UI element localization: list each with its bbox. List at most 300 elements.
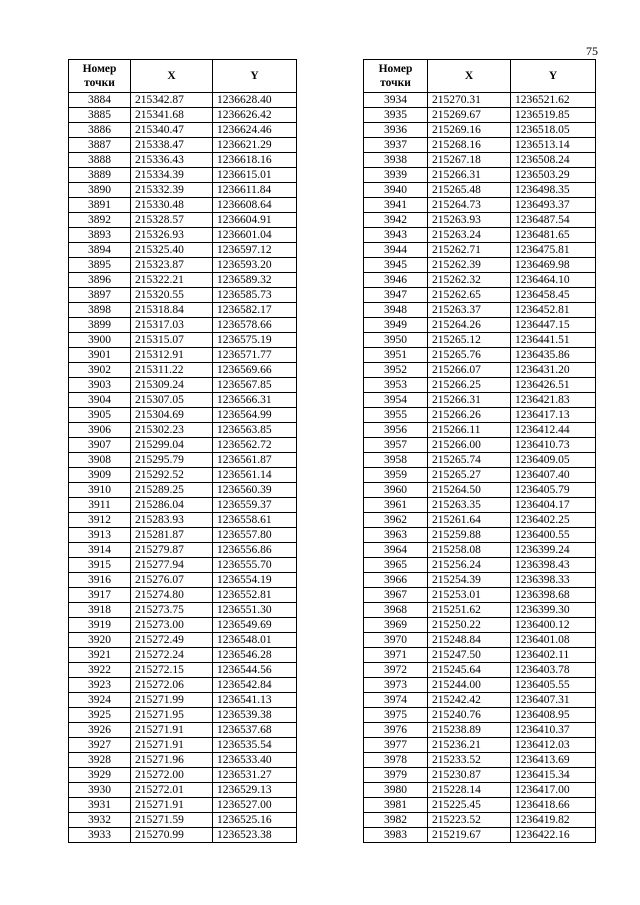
header-y: Y xyxy=(213,60,297,93)
x-cell: 215276.07 xyxy=(131,573,213,588)
x-cell: 215247.50 xyxy=(428,648,511,663)
point-number-cell: 3901 xyxy=(69,348,131,363)
y-cell: 1236549.69 xyxy=(213,618,297,633)
point-number-cell: 3892 xyxy=(69,213,131,228)
x-cell: 215340.47 xyxy=(131,123,213,138)
y-cell: 1236552.81 xyxy=(213,588,297,603)
y-cell: 1236537.68 xyxy=(213,723,297,738)
y-cell: 1236559.37 xyxy=(213,498,297,513)
x-cell: 215251.62 xyxy=(428,603,511,618)
y-cell: 1236435.86 xyxy=(511,348,596,363)
y-cell: 1236546.28 xyxy=(213,648,297,663)
point-number-cell: 3918 xyxy=(69,603,131,618)
x-cell: 215270.31 xyxy=(428,93,511,108)
table-row xyxy=(69,228,297,243)
x-cell: 215265.12 xyxy=(428,333,511,348)
point-number-cell: 3900 xyxy=(69,333,131,348)
y-cell: 1236567.85 xyxy=(213,378,297,393)
x-cell: 215271.96 xyxy=(131,753,213,768)
y-cell: 1236409.05 xyxy=(511,453,596,468)
y-cell: 1236498.35 xyxy=(511,183,596,198)
table-row xyxy=(69,678,297,693)
x-cell: 215274.80 xyxy=(131,588,213,603)
x-cell: 215326.93 xyxy=(131,228,213,243)
point-number-cell: 3907 xyxy=(69,438,131,453)
x-cell: 215336.43 xyxy=(131,153,213,168)
x-cell: 215328.57 xyxy=(131,213,213,228)
table-row xyxy=(364,573,596,588)
y-cell: 1236564.99 xyxy=(213,408,297,423)
x-cell: 215312.91 xyxy=(131,348,213,363)
table-row xyxy=(69,318,297,333)
y-cell: 1236415.34 xyxy=(511,768,596,783)
point-number-cell: 3961 xyxy=(364,498,428,513)
table-row xyxy=(364,558,596,573)
point-number-cell: 3960 xyxy=(364,483,428,498)
point-number-cell: 3978 xyxy=(364,753,428,768)
x-cell: 215309.24 xyxy=(131,378,213,393)
point-number-cell: 3885 xyxy=(69,108,131,123)
x-cell: 215273.75 xyxy=(131,603,213,618)
header-point-line1: Номер xyxy=(82,63,117,75)
table-row xyxy=(69,303,297,318)
point-number-cell: 3977 xyxy=(364,738,428,753)
y-cell: 1236398.43 xyxy=(511,558,596,573)
x-cell: 215236.21 xyxy=(428,738,511,753)
header-point-line2: точки xyxy=(380,77,411,89)
x-cell: 215240.76 xyxy=(428,708,511,723)
x-cell: 215271.99 xyxy=(131,693,213,708)
y-cell: 1236469.98 xyxy=(511,258,596,273)
point-number-cell: 3899 xyxy=(69,318,131,333)
table-header-row xyxy=(69,60,297,93)
point-number-cell: 3971 xyxy=(364,648,428,663)
y-cell: 1236556.86 xyxy=(213,543,297,558)
x-cell: 215248.84 xyxy=(428,633,511,648)
table-row xyxy=(69,378,297,393)
y-cell: 1236597.12 xyxy=(213,243,297,258)
table-row xyxy=(69,438,297,453)
point-number-cell: 3945 xyxy=(364,258,428,273)
point-number-cell: 3979 xyxy=(364,768,428,783)
y-cell: 1236405.79 xyxy=(511,483,596,498)
x-cell: 215341.68 xyxy=(131,108,213,123)
table-row xyxy=(364,723,596,738)
x-cell: 215265.48 xyxy=(428,183,511,198)
point-number-cell: 3933 xyxy=(69,828,131,843)
table-row xyxy=(364,693,596,708)
y-cell: 1236589.32 xyxy=(213,273,297,288)
y-cell: 1236402.11 xyxy=(511,648,596,663)
x-cell: 215266.07 xyxy=(428,363,511,378)
table-row xyxy=(364,768,596,783)
point-number-cell: 3951 xyxy=(364,348,428,363)
table-row xyxy=(69,363,297,378)
x-cell: 215334.39 xyxy=(131,168,213,183)
table-row xyxy=(364,468,596,483)
table-row xyxy=(364,378,596,393)
y-cell: 1236626.42 xyxy=(213,108,297,123)
table-row xyxy=(69,333,297,348)
x-cell: 215283.93 xyxy=(131,513,213,528)
table-row xyxy=(69,348,297,363)
point-number-cell: 3947 xyxy=(364,288,428,303)
table-row xyxy=(364,228,596,243)
table-row xyxy=(69,648,297,663)
table-row xyxy=(69,108,297,123)
y-cell: 1236529.13 xyxy=(213,783,297,798)
y-cell: 1236400.12 xyxy=(511,618,596,633)
y-cell: 1236508.24 xyxy=(511,153,596,168)
x-cell: 215299.04 xyxy=(131,438,213,453)
point-number-cell: 3948 xyxy=(364,303,428,318)
x-cell: 215223.52 xyxy=(428,813,511,828)
point-number-cell: 3974 xyxy=(364,693,428,708)
point-number-cell: 3982 xyxy=(364,813,428,828)
table-row xyxy=(364,198,596,213)
y-cell: 1236447.15 xyxy=(511,318,596,333)
table-row xyxy=(364,108,596,123)
table-header-row xyxy=(364,60,596,93)
point-number-cell: 3952 xyxy=(364,363,428,378)
table-row xyxy=(364,648,596,663)
y-cell: 1236401.08 xyxy=(511,633,596,648)
table-row xyxy=(69,813,297,828)
x-cell: 215219.67 xyxy=(428,828,511,843)
x-cell: 215338.47 xyxy=(131,138,213,153)
x-cell: 215273.00 xyxy=(131,618,213,633)
point-number-cell: 3931 xyxy=(69,798,131,813)
point-number-cell: 3920 xyxy=(69,633,131,648)
y-cell: 1236555.70 xyxy=(213,558,297,573)
point-number-cell: 3955 xyxy=(364,408,428,423)
point-number-cell: 3968 xyxy=(364,603,428,618)
table-row xyxy=(69,183,297,198)
point-number-cell: 3914 xyxy=(69,543,131,558)
table-row xyxy=(69,753,297,768)
table-row xyxy=(364,183,596,198)
x-cell: 215263.93 xyxy=(428,213,511,228)
table-row xyxy=(364,618,596,633)
table-row xyxy=(69,588,297,603)
point-number-cell: 3924 xyxy=(69,693,131,708)
table-row xyxy=(364,213,596,228)
table-row xyxy=(69,93,297,108)
point-number-cell: 3936 xyxy=(364,123,428,138)
y-cell: 1236582.17 xyxy=(213,303,297,318)
table-row xyxy=(364,828,596,843)
x-cell: 215271.91 xyxy=(131,798,213,813)
point-number-cell: 3908 xyxy=(69,453,131,468)
x-cell: 215325.40 xyxy=(131,243,213,258)
x-cell: 215230.87 xyxy=(428,768,511,783)
y-cell: 1236541.13 xyxy=(213,693,297,708)
x-cell: 215311.22 xyxy=(131,363,213,378)
table-row xyxy=(364,318,596,333)
point-number-cell: 3905 xyxy=(69,408,131,423)
point-number-cell: 3895 xyxy=(69,258,131,273)
point-number-cell: 3897 xyxy=(69,288,131,303)
point-number-cell: 3950 xyxy=(364,333,428,348)
y-cell: 1236399.24 xyxy=(511,543,596,558)
table-row xyxy=(364,603,596,618)
table-row xyxy=(364,513,596,528)
table-row xyxy=(69,723,297,738)
y-cell: 1236400.55 xyxy=(511,528,596,543)
table-row xyxy=(364,798,596,813)
y-cell: 1236487.54 xyxy=(511,213,596,228)
y-cell: 1236503.29 xyxy=(511,168,596,183)
table-row xyxy=(69,693,297,708)
x-cell: 215272.24 xyxy=(131,648,213,663)
table-row xyxy=(69,483,297,498)
y-cell: 1236542.84 xyxy=(213,678,297,693)
point-number-cell: 3946 xyxy=(364,273,428,288)
y-cell: 1236421.83 xyxy=(511,393,596,408)
point-number-cell: 3970 xyxy=(364,633,428,648)
x-cell: 215264.50 xyxy=(428,483,511,498)
point-number-cell: 3886 xyxy=(69,123,131,138)
x-cell: 215256.24 xyxy=(428,558,511,573)
y-cell: 1236535.54 xyxy=(213,738,297,753)
y-cell: 1236624.46 xyxy=(213,123,297,138)
table-row xyxy=(364,123,596,138)
header-point-line2: точки xyxy=(84,77,115,89)
point-number-cell: 3919 xyxy=(69,618,131,633)
point-number-cell: 3940 xyxy=(364,183,428,198)
table-row xyxy=(364,138,596,153)
point-number-cell: 3904 xyxy=(69,393,131,408)
point-number-cell: 3911 xyxy=(69,498,131,513)
point-number-cell: 3953 xyxy=(364,378,428,393)
y-cell: 1236554.19 xyxy=(213,573,297,588)
table-row xyxy=(364,783,596,798)
table-row xyxy=(69,273,297,288)
point-number-cell: 3932 xyxy=(69,813,131,828)
point-number-cell: 3906 xyxy=(69,423,131,438)
table-row xyxy=(69,558,297,573)
x-cell: 215330.48 xyxy=(131,198,213,213)
x-cell: 215332.39 xyxy=(131,183,213,198)
x-cell: 215315.07 xyxy=(131,333,213,348)
point-number-cell: 3942 xyxy=(364,213,428,228)
point-number-cell: 3937 xyxy=(364,138,428,153)
y-cell: 1236413.69 xyxy=(511,753,596,768)
table-row xyxy=(364,528,596,543)
y-cell: 1236407.31 xyxy=(511,693,596,708)
point-number-cell: 3929 xyxy=(69,768,131,783)
table-row xyxy=(69,513,297,528)
y-cell: 1236523.38 xyxy=(213,828,297,843)
table-row xyxy=(69,153,297,168)
point-number-cell: 3894 xyxy=(69,243,131,258)
y-cell: 1236563.85 xyxy=(213,423,297,438)
y-cell: 1236628.40 xyxy=(213,93,297,108)
point-number-cell: 3903 xyxy=(69,378,131,393)
x-cell: 215266.25 xyxy=(428,378,511,393)
point-number-cell: 3963 xyxy=(364,528,428,543)
header-point-line1: Номер xyxy=(378,63,413,75)
point-number-cell: 3956 xyxy=(364,423,428,438)
table-row xyxy=(364,633,596,648)
y-cell: 1236551.30 xyxy=(213,603,297,618)
y-cell: 1236611.84 xyxy=(213,183,297,198)
table-row xyxy=(69,528,297,543)
table-row xyxy=(69,138,297,153)
point-number-cell: 3958 xyxy=(364,453,428,468)
y-cell: 1236566.31 xyxy=(213,393,297,408)
point-number-cell: 3902 xyxy=(69,363,131,378)
table-row xyxy=(69,168,297,183)
table-row xyxy=(69,603,297,618)
point-number-cell: 3962 xyxy=(364,513,428,528)
table-row xyxy=(69,243,297,258)
table-row xyxy=(364,753,596,768)
point-number-cell: 3944 xyxy=(364,243,428,258)
table-row xyxy=(69,453,297,468)
x-cell: 215258.08 xyxy=(428,543,511,558)
point-number-cell: 3969 xyxy=(364,618,428,633)
x-cell: 215265.76 xyxy=(428,348,511,363)
x-cell: 215262.32 xyxy=(428,273,511,288)
point-number-cell: 3930 xyxy=(69,783,131,798)
x-cell: 215286.04 xyxy=(131,498,213,513)
y-cell: 1236419.82 xyxy=(511,813,596,828)
x-cell: 215261.64 xyxy=(428,513,511,528)
point-number-cell: 3927 xyxy=(69,738,131,753)
table-row xyxy=(364,423,596,438)
y-cell: 1236405.55 xyxy=(511,678,596,693)
x-cell: 215323.87 xyxy=(131,258,213,273)
y-cell: 1236571.77 xyxy=(213,348,297,363)
y-cell: 1236418.66 xyxy=(511,798,596,813)
table-row xyxy=(364,273,596,288)
point-number-cell: 3896 xyxy=(69,273,131,288)
point-number-cell: 3938 xyxy=(364,153,428,168)
x-cell: 215242.42 xyxy=(428,693,511,708)
y-cell: 1236560.39 xyxy=(213,483,297,498)
x-cell: 215266.31 xyxy=(428,168,511,183)
x-cell: 215302.23 xyxy=(131,423,213,438)
y-cell: 1236585.73 xyxy=(213,288,297,303)
x-cell: 215266.11 xyxy=(428,423,511,438)
point-number-cell: 3917 xyxy=(69,588,131,603)
table-row xyxy=(69,828,297,843)
header-point-number xyxy=(364,60,428,93)
y-cell: 1236518.05 xyxy=(511,123,596,138)
x-cell: 215262.39 xyxy=(428,258,511,273)
x-cell: 215269.16 xyxy=(428,123,511,138)
table-row xyxy=(69,738,297,753)
point-number-cell: 3893 xyxy=(69,228,131,243)
x-cell: 215271.91 xyxy=(131,723,213,738)
y-cell: 1236621.29 xyxy=(213,138,297,153)
y-cell: 1236615.01 xyxy=(213,168,297,183)
y-cell: 1236441.51 xyxy=(511,333,596,348)
x-cell: 215271.59 xyxy=(131,813,213,828)
table-row xyxy=(69,408,297,423)
point-number-cell: 3949 xyxy=(364,318,428,333)
x-cell: 215295.79 xyxy=(131,453,213,468)
point-number-cell: 3915 xyxy=(69,558,131,573)
point-number-cell: 3916 xyxy=(69,573,131,588)
x-cell: 215262.65 xyxy=(428,288,511,303)
x-cell: 215272.00 xyxy=(131,768,213,783)
x-cell: 215266.00 xyxy=(428,438,511,453)
x-cell: 215228.14 xyxy=(428,783,511,798)
x-cell: 215265.74 xyxy=(428,453,511,468)
y-cell: 1236407.40 xyxy=(511,468,596,483)
x-cell: 215272.49 xyxy=(131,633,213,648)
x-cell: 215264.73 xyxy=(428,198,511,213)
table-row xyxy=(69,663,297,678)
table-body-right xyxy=(364,93,596,843)
point-number-cell: 3972 xyxy=(364,663,428,678)
point-number-cell: 3983 xyxy=(364,828,428,843)
y-cell: 1236464.10 xyxy=(511,273,596,288)
y-cell: 1236519.85 xyxy=(511,108,596,123)
x-cell: 215342.87 xyxy=(131,93,213,108)
point-number-cell: 3912 xyxy=(69,513,131,528)
y-cell: 1236548.01 xyxy=(213,633,297,648)
table-row xyxy=(364,408,596,423)
table-row xyxy=(69,618,297,633)
y-cell: 1236569.66 xyxy=(213,363,297,378)
coordinates-table-left xyxy=(68,59,297,843)
x-cell: 215259.88 xyxy=(428,528,511,543)
table-row xyxy=(364,498,596,513)
y-cell: 1236493.37 xyxy=(511,198,596,213)
point-number-cell: 3921 xyxy=(69,648,131,663)
y-cell: 1236513.14 xyxy=(511,138,596,153)
y-cell: 1236558.61 xyxy=(213,513,297,528)
x-cell: 215322.21 xyxy=(131,273,213,288)
y-cell: 1236398.33 xyxy=(511,573,596,588)
point-number-cell: 3909 xyxy=(69,468,131,483)
table-row xyxy=(69,468,297,483)
point-number-cell: 3973 xyxy=(364,678,428,693)
x-cell: 215264.26 xyxy=(428,318,511,333)
table-row xyxy=(69,768,297,783)
x-cell: 215267.18 xyxy=(428,153,511,168)
x-cell: 215270.99 xyxy=(131,828,213,843)
y-cell: 1236561.87 xyxy=(213,453,297,468)
point-number-cell: 3891 xyxy=(69,198,131,213)
table-row xyxy=(69,423,297,438)
table-row xyxy=(364,483,596,498)
x-cell: 215250.22 xyxy=(428,618,511,633)
y-cell: 1236452.81 xyxy=(511,303,596,318)
y-cell: 1236458.45 xyxy=(511,288,596,303)
x-cell: 215263.37 xyxy=(428,303,511,318)
table-row xyxy=(69,798,297,813)
x-cell: 215289.25 xyxy=(131,483,213,498)
y-cell: 1236408.95 xyxy=(511,708,596,723)
point-number-cell: 3889 xyxy=(69,168,131,183)
point-number-cell: 3910 xyxy=(69,483,131,498)
point-number-cell: 3925 xyxy=(69,708,131,723)
point-number-cell: 3965 xyxy=(364,558,428,573)
x-cell: 215281.87 xyxy=(131,528,213,543)
y-cell: 1236608.64 xyxy=(213,198,297,213)
table-row xyxy=(364,153,596,168)
table-row xyxy=(69,498,297,513)
y-cell: 1236593.20 xyxy=(213,258,297,273)
y-cell: 1236475.81 xyxy=(511,243,596,258)
table-row xyxy=(364,303,596,318)
page-number: 75 xyxy=(586,44,598,58)
y-cell: 1236412.44 xyxy=(511,423,596,438)
